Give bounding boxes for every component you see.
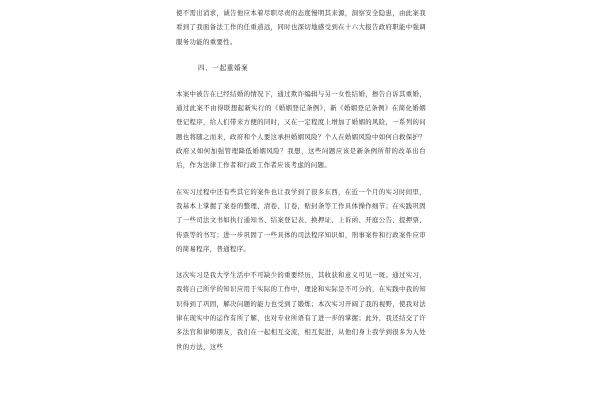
paragraph-bigamy-case: 本案中被告在已经结婚的情况下，通过欺诈编辑与另一女性结婚，擦告自诉其重婚，通过此案不由得联想起新实行的《婚姻登记条例》，新《婚姻登记条例》在简化婚姻登记程序，给人们带来方便的同时，又在一定程度上增加了婚姻的风险，一系列的问题也将随之而来，政府和个人要这承担婚姻风险？个人在婚姻风险中如何自救保护？政府又如何加强管理降低婚姻风险？我想，这些问题应该是新条例所带的改革出台后，作为法律工作者和行政工作者应该考虑的问题。 <box>176 89 426 170</box>
paragraph-intro-continuation: 使不需出消求，诚告他应本着尽职尽责的态度慢明其来源，洞察安全隐患，由此案我看到了我面备法工作的任重道远，同时也深切地感受到在十六大报告政府职能中强调服务功能的重要性。 <box>176 9 426 46</box>
paragraph-internship-summary: 这次实习是我大学生活中不可缺少的重要经历，其收获和意义可见一斑。通过实习，我将自己所学的知识应用于实际的工作中，理论和实际是不可分的，在实践中我的知识得到了巩固，解决问题的能力也受到了锻炼；本次实习开阔了我的视野，使我对法律在现实中的运作有所了解，也对专业所语有了进一步的掌握；此外，我还结交了许多法官和律师朋友，我们在一起相互交流，相互促进，从他们身上我学到很多为人处世的方法，这些 <box>176 271 426 351</box>
paragraph-other-cases: 在实习过程中还有些其它的案件也让我学到了很多东西，在近一个月的实习时间里，我基本上掌握了案卷的整理、清卷、订卷，贴封条等工作具体操作细节；在实践巩固了一些司法文书如执行通知书、结案登记表、换押证、上诉函、开庭公告、提押票、传票等的书写；进一步巩固了一些具体的司法程序知识如，刑事案件和行政案件应审的简易程序，普通程序。 <box>176 187 426 253</box>
document-body <box>176 6 426 366</box>
section-heading: 四、一起重婚案 <box>198 63 249 72</box>
